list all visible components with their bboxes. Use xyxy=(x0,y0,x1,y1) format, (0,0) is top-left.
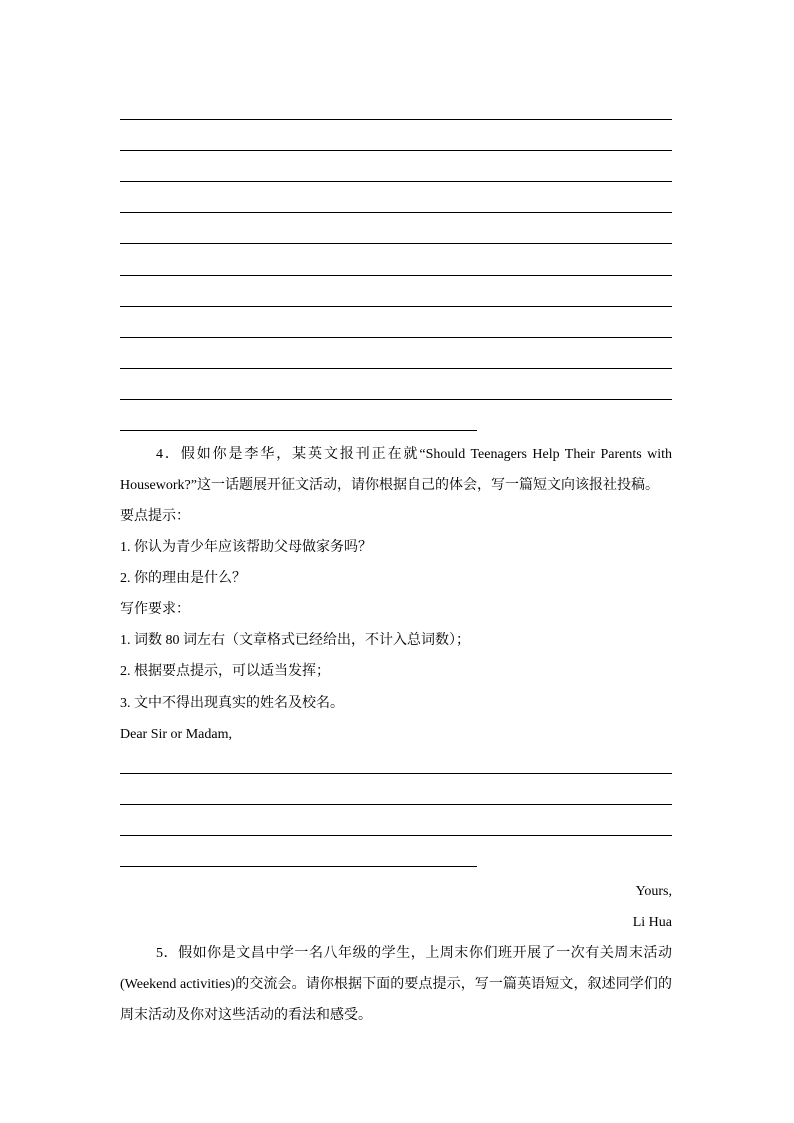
answer-line xyxy=(120,243,672,244)
q4-point-1: 1. 你认为青少年应该帮助父母做家务吗？ xyxy=(120,540,372,555)
q4-requirement-1: 1. 词数 80 词左右（文章格式已经给出，不计入总词数）； xyxy=(120,633,470,648)
q5-prompt-line-3: 周末活动及你对这些活动的看法和感受。 xyxy=(120,1008,372,1023)
letter-signature: Li Hua xyxy=(632,915,672,930)
q4-requirements-heading: 写作要求： xyxy=(120,602,190,617)
q4-requirement-3: 3. 文中不得出现真实的姓名及校名。 xyxy=(120,696,344,711)
answer-line xyxy=(120,804,672,805)
answer-line xyxy=(120,181,672,182)
letter-closing: Yours, xyxy=(635,884,672,899)
answer-line-short xyxy=(120,866,477,867)
answer-line xyxy=(120,275,672,276)
answer-line xyxy=(120,306,672,307)
q4-prompt-line-1: 4．假如你是李华，某英文报刊正在就“Should Teenagers Help Their Parents with xyxy=(156,447,672,462)
letter-greeting: Dear Sir or Madam, xyxy=(120,727,232,742)
q5-prompt-line-1: 5．假如你是文昌中学一名八年级的学生，上周末你们班开展了一次有关周末活动 xyxy=(156,946,672,961)
q5-prompt-line-2: (Weekend activities)的交流会。请你根据下面的要点提示，写一篇英语短文，叙述同学们的 xyxy=(120,977,672,992)
answer-line xyxy=(120,212,672,213)
q4-point-2: 2. 你的理由是什么？ xyxy=(120,571,246,586)
q4-requirement-2: 2. 根据要点提示，可以适当发挥； xyxy=(120,664,330,679)
answer-line xyxy=(120,835,672,836)
q4-prompt-line-2: Housework?”这一话题展开征文活动，请你根据自己的体会，写一篇短文向该报社投稿。 xyxy=(120,478,659,493)
answer-line xyxy=(120,150,672,151)
answer-line xyxy=(120,773,672,774)
q4-points-heading: 要点提示： xyxy=(120,509,190,524)
answer-line-short xyxy=(120,430,477,431)
answer-line xyxy=(120,119,672,120)
answer-line xyxy=(120,399,672,400)
answer-line xyxy=(120,337,672,338)
answer-line xyxy=(120,368,672,369)
